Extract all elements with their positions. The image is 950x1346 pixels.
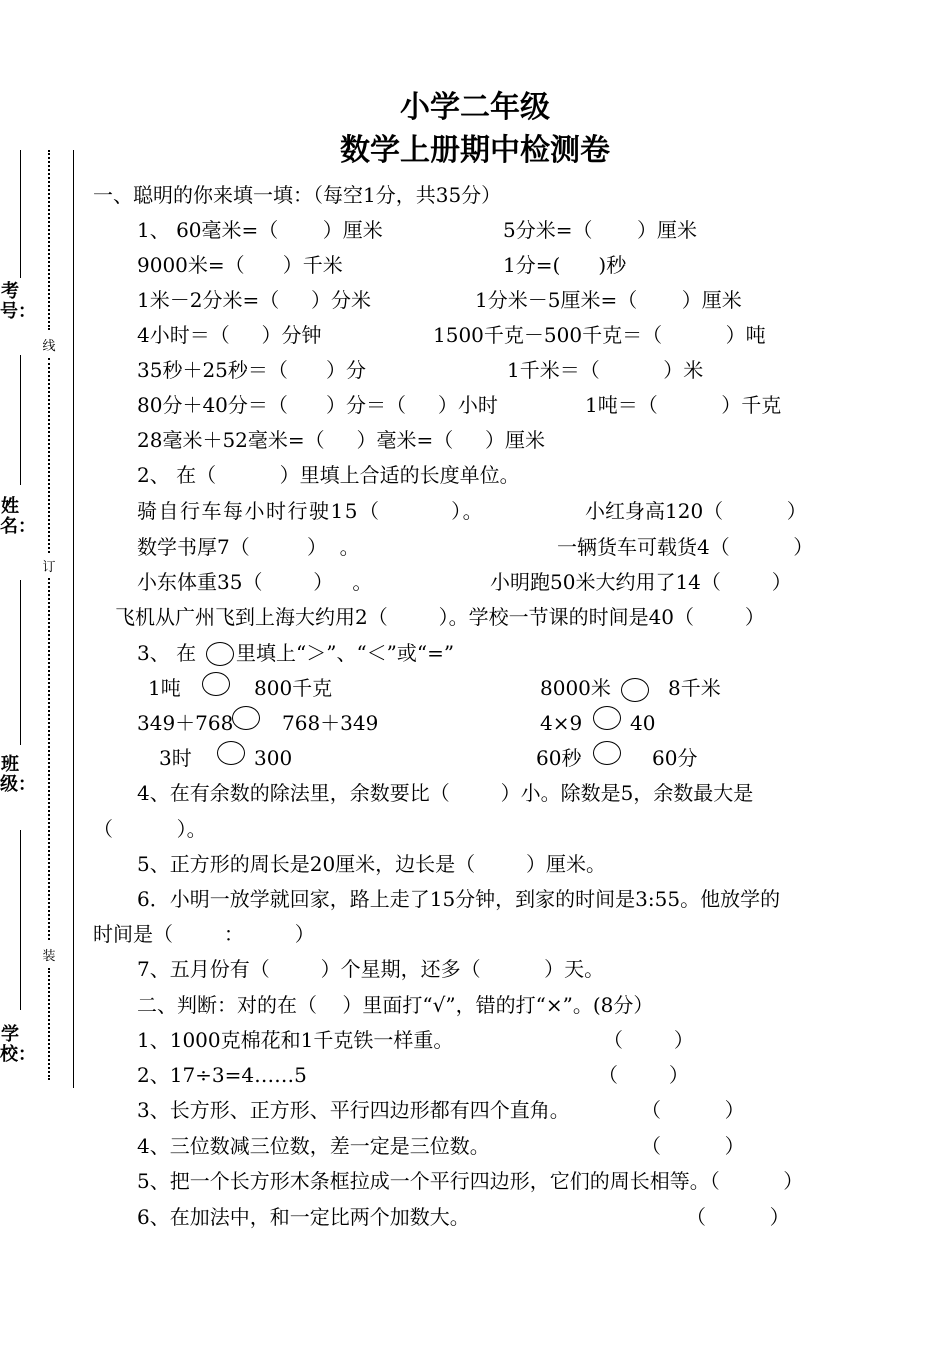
compare-left: 1吨: [148, 676, 181, 700]
question-line: 6．小明一放学就回家，路上走了15分钟，到家的时间是3:55。他放学的: [137, 887, 781, 911]
answer-circle[interactable]: [206, 642, 234, 666]
name-line-banji: [20, 580, 21, 745]
question-line: 飞机从广州飞到上海大约用2（ ）。学校一节课的时间是40（ ）: [115, 605, 765, 629]
question-line: 时间是（ ： ）: [93, 922, 315, 946]
judge-answer-bracket[interactable]: （ ）: [641, 1098, 745, 1122]
question-line: 数学书厚7（ ） 。: [137, 535, 360, 559]
judge-item: 4、三位数减三位数，差一定是三位数。: [137, 1134, 490, 1158]
answer-circle[interactable]: [593, 706, 621, 730]
compare-right: 60分: [652, 746, 698, 770]
question-line: 5分米=（ ）厘米: [503, 218, 697, 242]
judge-item: 2、17÷3=4……5: [137, 1063, 307, 1087]
judge-answer-bracket[interactable]: （ ）: [598, 1063, 689, 1087]
question-line: 35秒＋25秒＝（ ）分: [137, 358, 367, 382]
compare-left: 8000米: [540, 676, 611, 700]
answer-circle[interactable]: [202, 672, 230, 696]
question-line: （ ）。: [93, 817, 207, 841]
question-line: 1吨＝（ ）千克: [585, 393, 782, 417]
compare-left: 60秒: [536, 746, 582, 770]
compare-right: 8千米: [668, 676, 721, 700]
xuexiao-label: 学校：: [0, 1024, 36, 1065]
compare-right: 40: [630, 711, 656, 735]
question-line: 3、 在: [137, 641, 197, 665]
zhuang-mark: 装: [42, 949, 56, 964]
compare-left: 3时: [159, 746, 192, 770]
judge-item: 3、长方形、正方形、平行四边形都有四个直角。: [137, 1098, 570, 1122]
question-line: 小红身高120（ ）: [585, 499, 807, 523]
answer-circle[interactable]: [232, 706, 260, 730]
question-line: 1分米－5厘米=（ ）厘米: [475, 288, 742, 312]
section2-heading: 二、判断：对的在（ ）里面打“√”，错的打“×”。(8分）: [137, 993, 654, 1017]
question-line: 28毫米＋52毫米=（ ）毫米=（ ）厘米: [137, 428, 545, 452]
cut-line-dotted: [48, 968, 50, 1080]
question-line: 1分=( )秒: [503, 253, 627, 277]
question-line: 一辆货车可载货4（ ）: [557, 535, 814, 559]
question-line: 4小时＝（ ）分钟: [137, 323, 322, 347]
answer-circle[interactable]: [621, 678, 649, 702]
compare-right: 768＋349: [282, 711, 379, 735]
cut-line-dotted: [48, 358, 50, 553]
answer-circle[interactable]: [217, 741, 245, 765]
question-line: 80分＋40分＝（ ）分＝（ ）小时: [137, 393, 498, 417]
answer-circle[interactable]: [593, 741, 621, 765]
question-line: 7、五月份有（ ）个星期，还多（ ）天。: [137, 957, 605, 981]
compare-right: 800千克: [254, 676, 333, 700]
judge-item: 5、把一个长方形木条框拉成一个平行四边形，它们的周长相等。（ ）: [137, 1169, 804, 1193]
question-line: 1米－2分米=（ ）分米: [137, 288, 371, 312]
question-line: 2、 在（ ）里填上合适的长度单位。: [137, 463, 520, 487]
judge-item: 6、在加法中，和一定比两个加数大。: [137, 1205, 470, 1229]
compare-right: 300: [254, 746, 293, 770]
section1-heading: 一、聪明的你来填一填：（每空1分，共35分）: [93, 183, 502, 207]
compare-left: 349＋768: [137, 711, 234, 735]
name-line-kaohao: [20, 150, 21, 278]
judge-answer-bracket[interactable]: （ ）: [686, 1205, 790, 1229]
question-line: 9000米=（ ）千米: [137, 253, 343, 277]
question-line: 小明跑50米大约用了14（ ）: [490, 570, 792, 594]
question-line: 4、在有余数的除法里，余数要比（ ）小。除数是5，余数最大是: [137, 781, 754, 805]
banji-label: 班级：: [0, 754, 36, 795]
question-line: 小东体重35（ ） 。: [137, 570, 373, 594]
kaohao-label: 考号：: [0, 281, 36, 322]
cut-line-dotted: [48, 150, 50, 330]
judge-answer-bracket[interactable]: （ ）: [603, 1028, 694, 1052]
judge-answer-bracket[interactable]: （ ）: [641, 1134, 745, 1158]
margin-rule: [73, 150, 74, 1088]
name-line-xingming: [20, 355, 21, 485]
name-line-xuexiao: [20, 830, 21, 1010]
question-line: 5、正方形的周长是20厘米，边长是（ ）厘米。: [137, 852, 607, 876]
question-line: 骑自行车每小时行驶15（ ）。: [137, 499, 485, 523]
question-line: 1千米＝（ ）米: [507, 358, 704, 382]
xingming-label: 姓名：: [0, 496, 36, 537]
compare-left: 4×9: [540, 711, 583, 735]
question-line: 里填上“＞”、“＜”或“=”: [236, 641, 455, 665]
cut-line-dotted: [48, 578, 50, 940]
page-title-line1: 小学二年级: [400, 90, 550, 125]
ding-mark: 订: [42, 560, 56, 575]
page-title-line2: 数学上册期中检测卷: [340, 133, 610, 168]
question-line: 1、 60毫米=（ ）厘米: [137, 218, 383, 242]
question-line: 1500千克－500千克＝（ ）吨: [433, 323, 766, 347]
judge-item: 1、1000克棉花和1千克铁一样重。: [137, 1028, 454, 1052]
xian-mark: 线: [42, 339, 56, 354]
